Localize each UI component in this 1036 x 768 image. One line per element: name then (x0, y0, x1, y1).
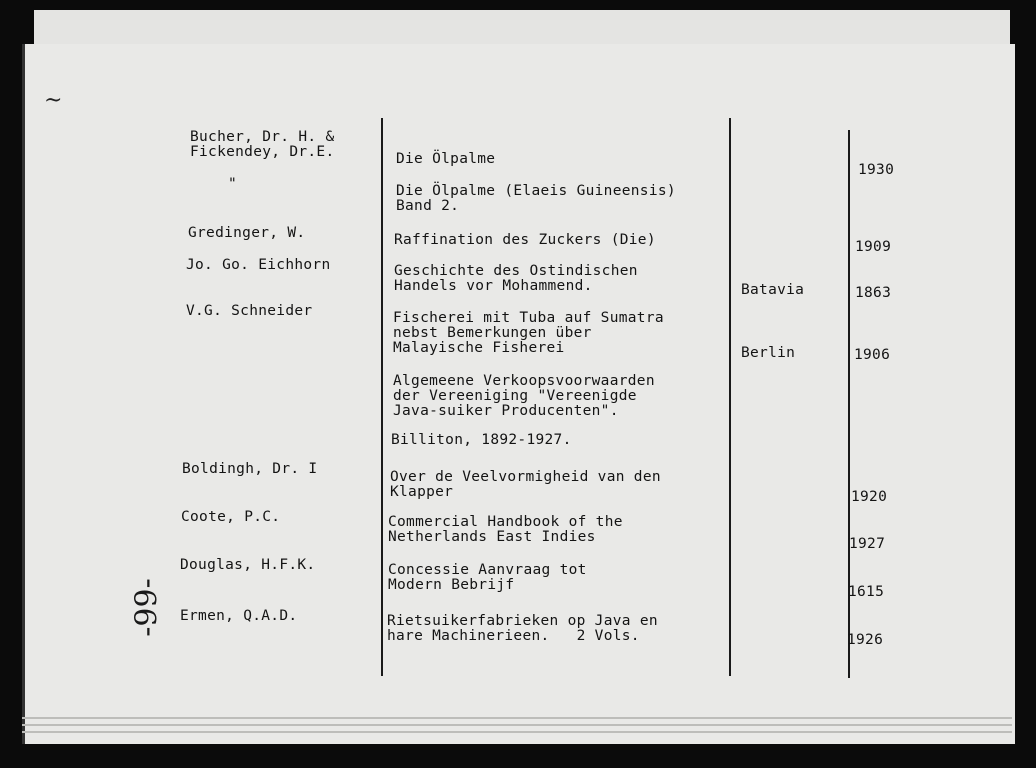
title-cell: Die Ölpalme (Elaeis Guineensis) Band 2. (396, 183, 676, 214)
year-cell: 1863 (855, 285, 892, 301)
title-cell: Rietsuikerfabrieken op Java en hare Machinerieen. 2 Vols. (387, 613, 658, 644)
year-cell: 1927 (849, 536, 886, 552)
title-cell: Fischerei mit Tuba auf Sumatra nebst Bemerkungen über Malayische Fisherei (393, 310, 664, 356)
year-cell: 1930 (858, 162, 895, 178)
place-cell: Berlin (741, 345, 796, 361)
author-cell: Douglas, H.F.K. (180, 557, 316, 573)
page-edge-line (22, 717, 1012, 719)
title-cell: Billiton, 1892-1927. (391, 432, 572, 448)
year-cell: 1906 (854, 347, 891, 363)
author-cell: Boldingh, Dr. I (182, 461, 318, 477)
corner-mark: ~ (44, 88, 63, 113)
title-cell: Geschichte des Ostindischen Handels vor Mohammend. (394, 263, 638, 294)
page-edge-line (22, 724, 1012, 726)
title-cell: Concessie Aanvraag tot Modern Bebrijf (388, 562, 587, 593)
author-cell: Ermen, Q.A.D. (180, 608, 298, 624)
title-cell: Raffination des Zuckers (Die) (394, 232, 656, 248)
page-edge-line (22, 731, 1012, 733)
place-cell: Batavia (741, 282, 805, 298)
title-cell: Commercial Handbook of the Netherlands East Indies (388, 514, 623, 545)
title-cell: Algemeene Verkoopsvoorwaarden der Vereeniging "Vereenigde Java-suiker Producenten". (393, 373, 655, 419)
author-cell: Coote, P.C. (181, 509, 281, 525)
column-rule-2 (729, 118, 731, 676)
year-cell: 1920 (851, 489, 888, 505)
year-cell: 1615 (848, 584, 885, 600)
year-cell: 1909 (855, 239, 892, 255)
margin-page-number: -99- (129, 578, 165, 637)
author-cell: V.G. Schneider (186, 303, 313, 319)
year-cell: 1926 (847, 632, 884, 648)
column-rule-1 (381, 118, 383, 676)
author-cell: " (228, 176, 238, 192)
author-cell: Gredinger, W. (188, 225, 306, 241)
title-cell: Die Ölpalme (396, 151, 496, 167)
author-cell: Bucher, Dr. H. & Fickendey, Dr.E. (190, 129, 335, 160)
title-cell: Over de Veelvormigheid van den Klapper (390, 469, 661, 500)
author-cell: Jo. Go. Eichhorn (186, 257, 331, 273)
